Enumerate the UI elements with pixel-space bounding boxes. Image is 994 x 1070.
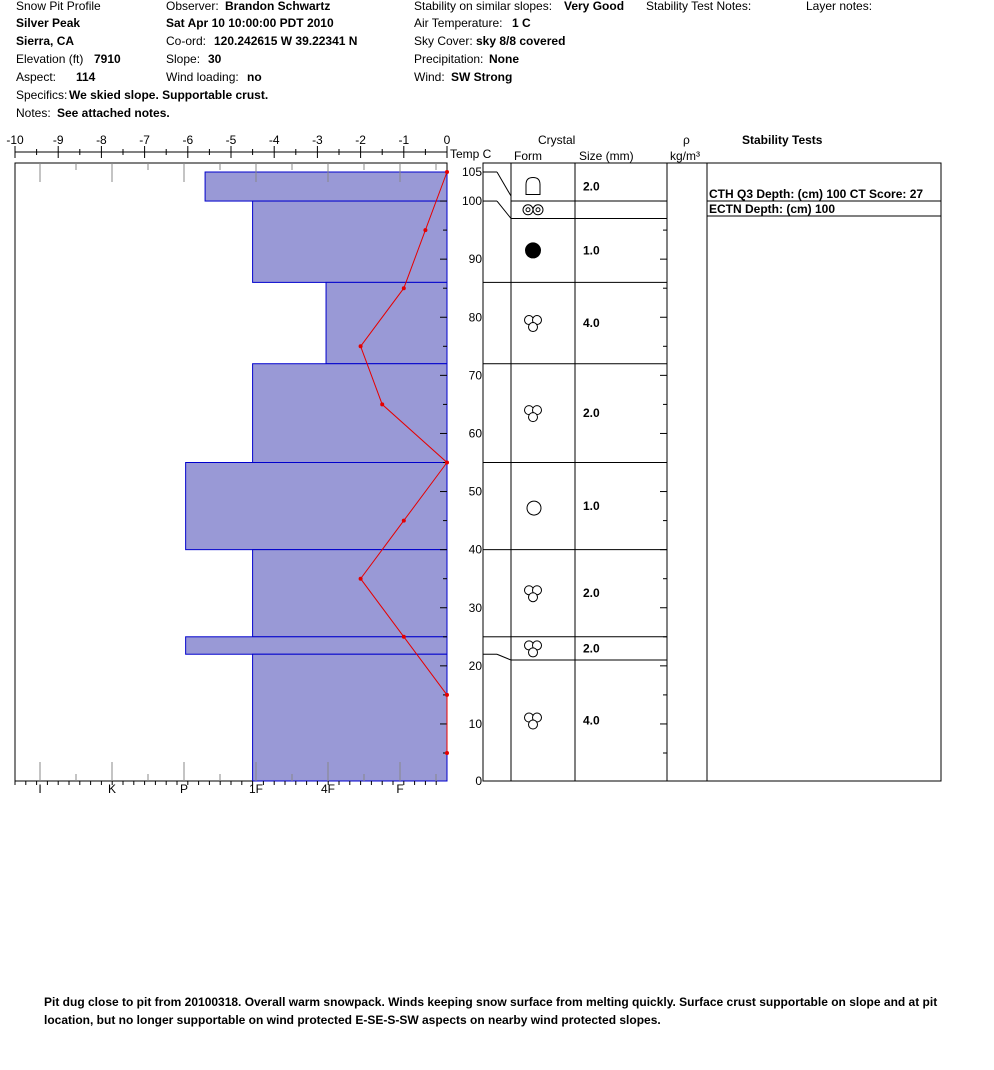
hardness-bar [326,282,447,363]
temp-tick-label: -9 [52,133,64,147]
crystal-layer [525,586,601,602]
temp-tick-label: -1 [398,133,410,147]
datetime: Sat Apr 10 10:00:00 PDT 2010 [166,16,334,30]
region: Sierra, CA [16,34,75,48]
temp-tick-label: -8 [96,133,107,147]
temp-point [445,170,449,174]
depth-tick-label: 80 [468,310,482,325]
rho-header: ρ [683,133,690,147]
wind-loading-value: no [247,70,262,84]
crystal-layer [525,713,601,729]
hardness-label: 1F [248,782,264,796]
depth-tick-label: 40 [468,542,482,557]
layer-notes-label: Layer notes: [806,0,873,13]
location: Silver Peak [16,16,81,30]
temp-point [402,635,406,639]
hardness-label: F [396,782,404,796]
crystal-layer [527,499,600,515]
clustered-grains-icon [525,641,542,657]
hardness-bar [253,550,447,637]
depth-tick-label: 50 [468,484,482,499]
grain-size: 4.0 [583,316,600,331]
depth-tick-label: 90 [468,252,482,267]
grain-circle [529,413,538,422]
stability-label: Stability on similar slopes: [414,0,553,13]
temp-tick-label: -4 [268,133,280,147]
crystal-layer [525,316,601,332]
stability-test: ECTN Depth: (cm) 100 [709,202,836,217]
stability-tests-header: Stability Tests [742,133,823,147]
wind-value: SW Strong [451,70,513,84]
hardness-bar [186,463,447,550]
clustered-grains-icon [525,713,542,729]
grain-circle [529,593,538,602]
temp-point [445,751,449,755]
temp-tick-label: -2 [355,133,366,147]
crust-icon [526,178,540,195]
depth-tick-label: 10 [468,716,482,731]
specifics-value: We skied slope. Supportable crust. [69,88,269,102]
connector-slope [497,172,511,196]
temp-point [402,519,406,523]
hardness-label: I [38,782,42,796]
depth-tick-label: 70 [468,368,482,383]
grain-circle [529,648,538,657]
clustered-grains-icon [525,586,542,602]
observer-label: Observer: [166,0,219,13]
temp-point [359,577,363,581]
temp-tick-label: -3 [312,133,323,147]
temp-tick-label: -7 [139,133,150,147]
depth-tick-label: 100 [461,194,482,209]
grain-size: 1.0 [583,243,600,258]
temp-point [402,286,406,290]
hardness-bar [253,364,447,463]
notes-label: Notes: [16,106,51,120]
elevation-label: Elevation (ft) [16,52,84,66]
air-temp-value: 1 C [512,16,531,30]
crystal-layer [525,406,601,422]
temp-tick-label: -5 [225,133,237,147]
hardness-label: P [179,782,189,796]
grain-size: 2.0 [583,406,600,421]
clustered-grains-icon [525,316,542,332]
density-unit-header: kg/m³ [670,149,700,163]
temp-tick-label: -10 [6,133,24,147]
coord-value: 120.242615 W 39.22341 N [214,34,358,48]
grain-size: 2.0 [583,179,600,194]
hardness-bars [186,172,447,781]
ice-layer-icon [525,242,541,258]
crystal-table-frame [483,163,941,781]
slope-value: 30 [208,52,222,66]
aspect-value: 114 [76,70,96,84]
depth-tick-label: 20 [468,658,482,673]
observer-value: Brandon Schwartz [225,0,331,13]
temp-ticks [6,133,450,158]
stability-value: Very Good [564,0,625,13]
clustered-grains-icon [525,406,542,422]
crystal-layer [525,641,601,657]
notes-value: See attached notes. [57,106,170,120]
crystal-layer [525,242,600,258]
connector-slope [497,654,511,660]
temp-point [359,344,363,348]
grain-size: 2.0 [583,641,600,656]
aspect-label: Aspect: [16,70,57,84]
depth-tick-label: 60 [468,426,482,441]
specifics-label: Specifics: [16,88,68,102]
hardness-bar [186,637,447,654]
precip-label: Precipitation: [414,52,484,66]
grain-size: 2.0 [583,586,600,601]
form-header: Form [514,149,542,163]
stability-test: CTH Q3 Depth: (cm) 100 CT Score: 27 [709,187,924,202]
wind-label: Wind: [414,70,445,84]
crystal-layer [526,178,600,195]
precip-value: None [489,52,519,66]
melt-grain-core [526,208,530,212]
connector-slope [497,201,511,218]
sky-value: sky 8/8 covered [476,34,566,48]
depth-axis [462,165,482,788]
grain-size: 1.0 [583,499,600,514]
hardness-bar [253,201,447,282]
hardness-label: 4F [320,782,336,796]
stability-tests [707,187,941,216]
temp-point [380,402,384,406]
temp-tick-label: 0 [443,133,451,147]
hardness-bar [205,172,447,201]
footer-note: Pit dug close to pit from 20100318. Overall warm snowpack. Winds keeping snow surface from melting quickly. Surface crust supportable on slope and at pit location, but no longer supportable on wind protected E-SE-S-SW aspects on nearby wind protected slopes. [44,995,938,1027]
profile-title: Snow Pit Profile [16,0,101,13]
depth-tick-label: 0 [475,774,482,788]
elevation-value: 7910 [94,52,121,66]
round-grain-icon [527,501,541,515]
temp-point [445,461,449,465]
temp-tick-label: -6 [182,133,194,147]
temp-point [445,693,449,697]
sky-label: Sky Cover: [414,34,473,48]
crystal-header: Crystal [538,133,576,147]
coord-label: Co-ord: [166,34,207,48]
size-header: Size (mm) [579,149,634,163]
stability-test-notes-label: Stability Test Notes: [646,0,752,13]
depth-tick-label: 30 [468,600,482,615]
grain-size: 4.0 [583,713,600,728]
depth-tick-label: 105 [461,165,482,179]
temp-point [423,228,427,232]
melt-grain-core [536,208,540,212]
crystal-layer [523,205,543,215]
hardness-bar [253,654,447,781]
wind-loading-label: Wind loading: [166,70,239,84]
grain-circle [529,720,538,729]
slope-label: Slope: [166,52,201,66]
grain-circle [529,323,538,332]
hardness-label: K [107,782,117,796]
temp-axis-label: Temp C [450,147,492,161]
air-temp-label: Air Temperature: [414,16,503,30]
